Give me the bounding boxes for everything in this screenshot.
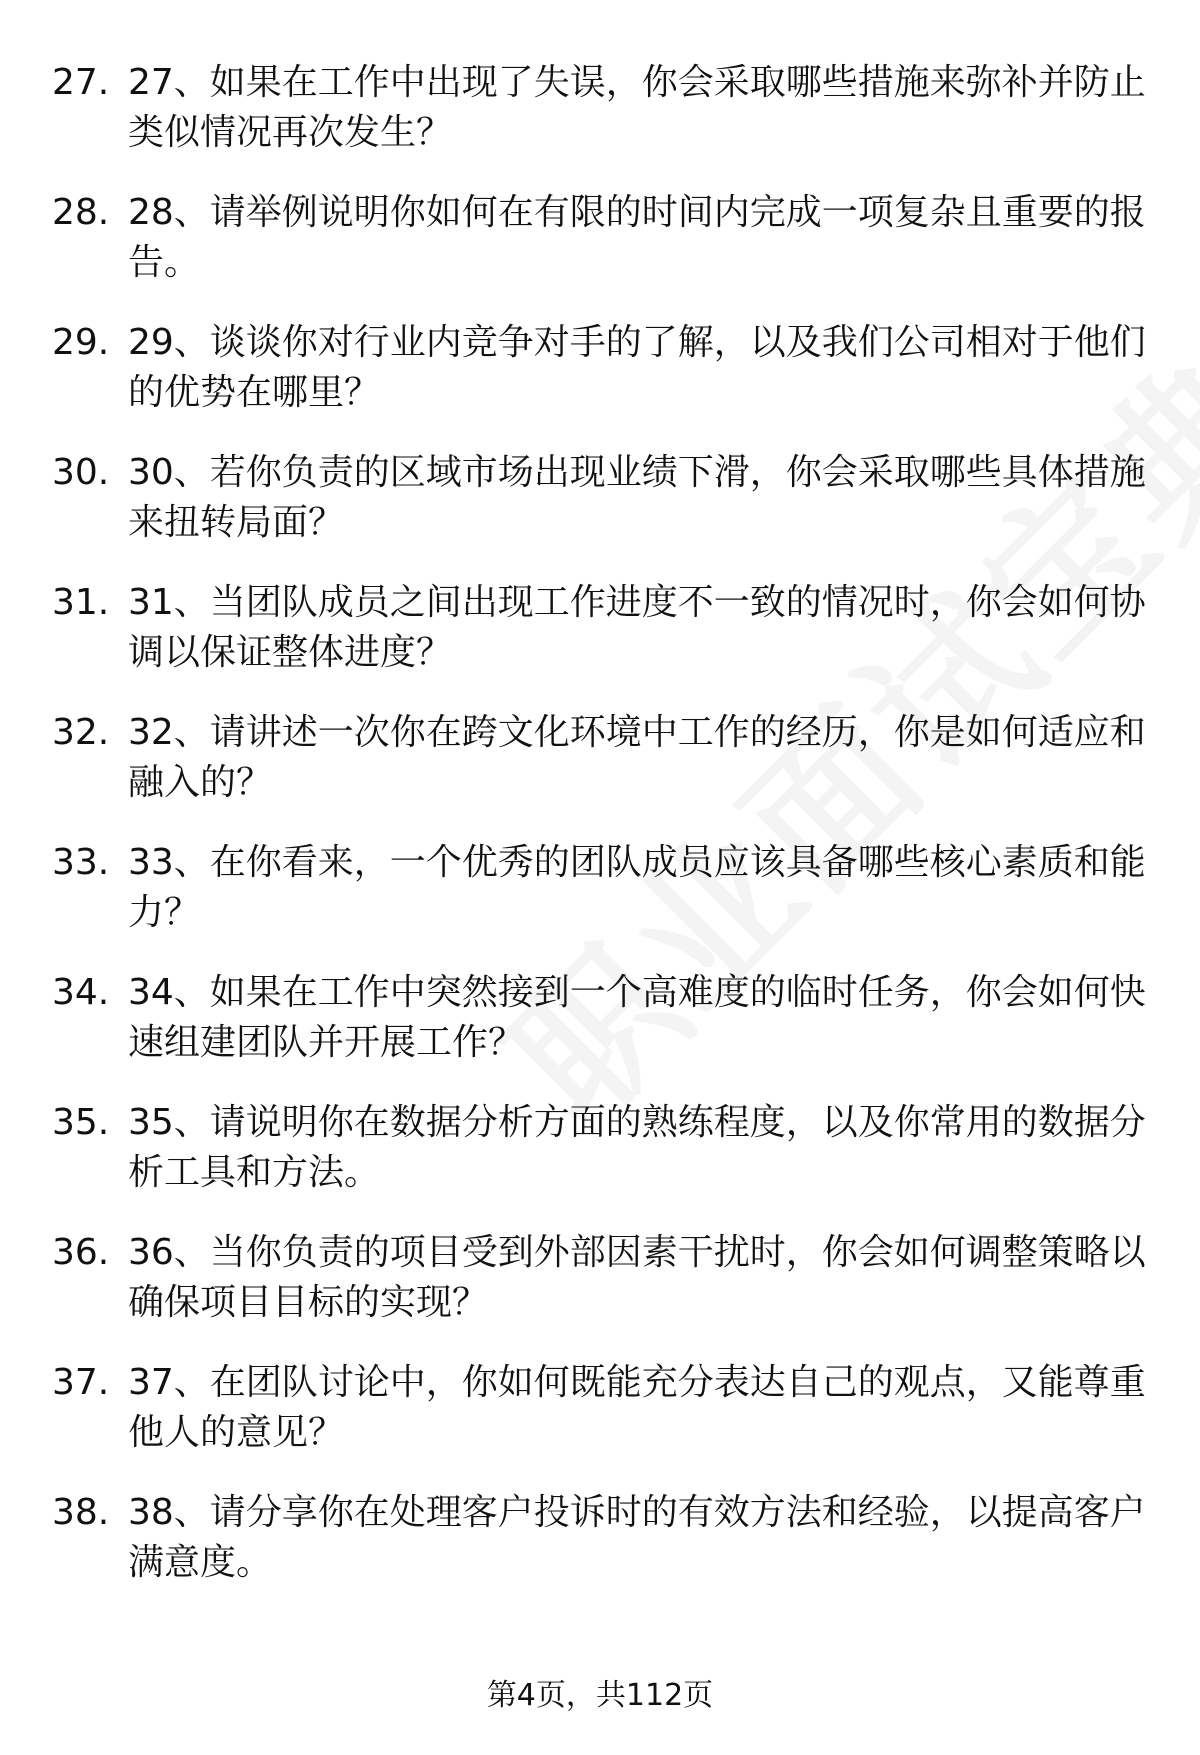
question-number: 32. xyxy=(52,712,110,753)
question-item xyxy=(0,1098,1200,1228)
question-item xyxy=(0,188,1200,318)
question-text: 31、当团队成员之间出现工作进度不一致的情况时，你会如何协调以保证整体进度？ xyxy=(128,582,1146,673)
question-text: 33、在你看来，一个优秀的团队成员应该具备哪些核心素质和能力？ xyxy=(128,842,1146,933)
question-number: 31. xyxy=(52,582,110,623)
question-item xyxy=(0,708,1200,838)
question-number: 29. xyxy=(52,322,110,363)
question-number: 28. xyxy=(52,192,110,233)
question-item xyxy=(0,1358,1200,1488)
question-number: 34. xyxy=(52,972,110,1013)
question-item xyxy=(0,578,1200,708)
question-list xyxy=(0,58,1200,1618)
page-footer: 第4页，共112页 xyxy=(486,1678,714,1713)
question-text: 27、如果在工作中出现了失误，你会采取哪些措施来弥补并防止类似情况再次发生？ xyxy=(128,62,1146,153)
question-text: 35、请说明你在数据分析方面的熟练程度，以及你常用的数据分析工具和方法。 xyxy=(128,1102,1146,1193)
question-item xyxy=(0,1488,1200,1618)
question-text: 29、谈谈你对行业内竞争对手的了解，以及我们公司相对于他们的优势在哪里？ xyxy=(128,322,1146,413)
question-text: 28、请举例说明你如何在有限的时间内完成一项复杂且重要的报告。 xyxy=(128,192,1146,283)
question-number: 30. xyxy=(52,452,110,493)
question-number: 35. xyxy=(52,1102,110,1143)
question-item xyxy=(0,58,1200,188)
question-item xyxy=(0,1228,1200,1358)
question-number: 36. xyxy=(52,1232,110,1273)
question-text: 30、若你负责的区域市场出现业绩下滑，你会采取哪些具体措施来扭转局面？ xyxy=(128,452,1146,543)
question-text: 34、如果在工作中突然接到一个高难度的临时任务，你会如何快速组建团队并开展工作？ xyxy=(128,972,1146,1063)
question-text: 32、请讲述一次你在跨文化环境中工作的经历，你是如何适应和融入的？ xyxy=(128,712,1146,803)
question-item xyxy=(0,448,1200,578)
question-item xyxy=(0,968,1200,1098)
question-text: 38、请分享你在处理客户投诉时的有效方法和经验，以提高客户满意度。 xyxy=(128,1492,1146,1583)
question-item xyxy=(0,318,1200,448)
question-item xyxy=(0,838,1200,968)
question-number: 38. xyxy=(52,1492,110,1533)
question-number: 33. xyxy=(52,842,110,883)
question-number: 27. xyxy=(52,62,110,103)
question-text: 36、当你负责的项目受到外部因素干扰时，你会如何调整策略以确保项目目标的实现？ xyxy=(128,1232,1146,1323)
question-text: 37、在团队讨论中，你如何既能充分表达自己的观点，又能尊重他人的意见？ xyxy=(128,1362,1146,1453)
question-number: 37. xyxy=(52,1362,110,1403)
